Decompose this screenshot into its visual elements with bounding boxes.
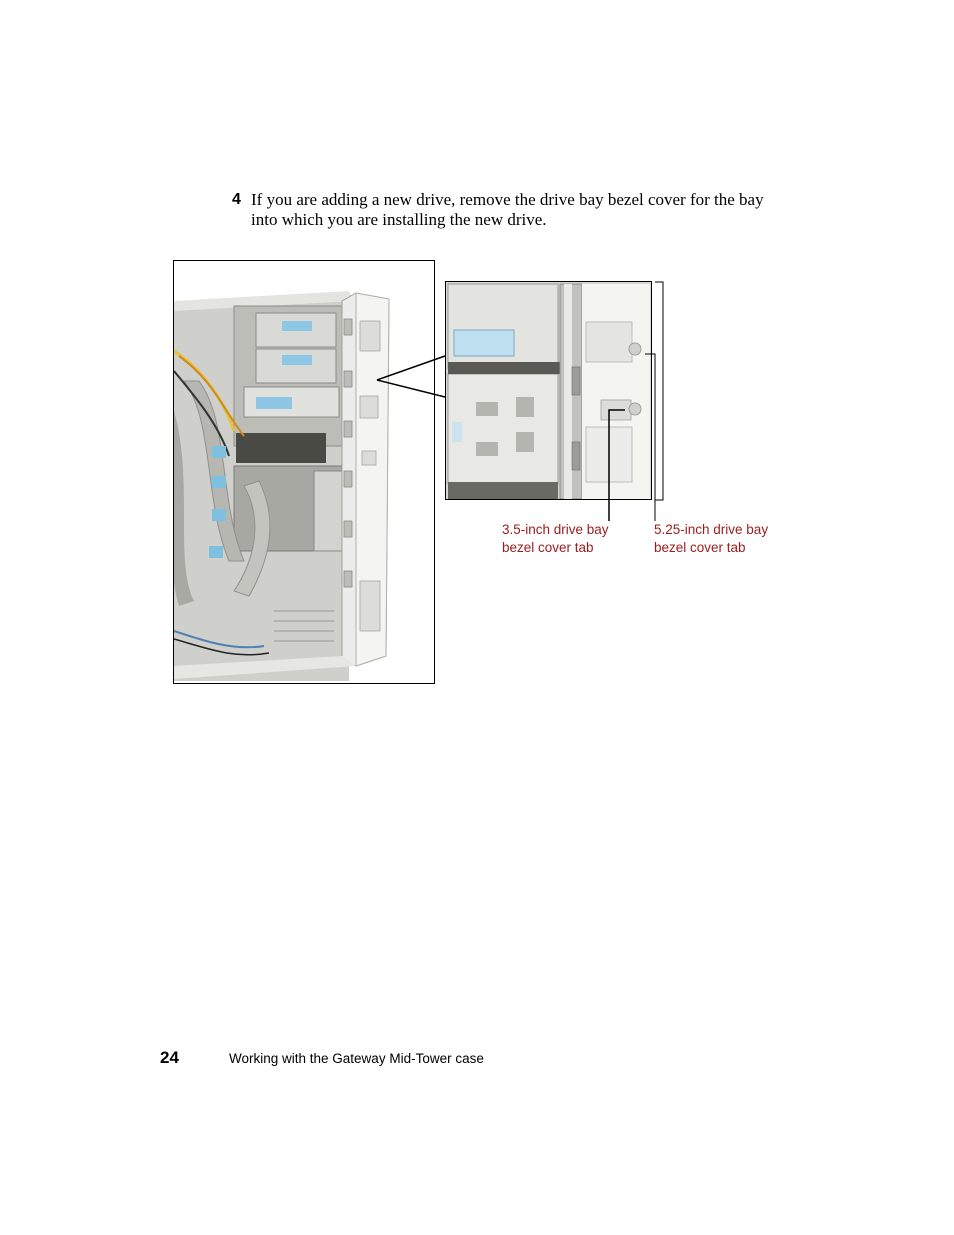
step-text: If you are adding a new drive, remove the drive bay bezel cover for the bay into which you are installing the new drive. — [251, 190, 764, 229]
page-number: 24 — [160, 1048, 179, 1067]
callout-5-25-inch-tab: 5.25-inch drive bay bezel cover tab — [654, 522, 769, 555]
callout-3-5-inch-tab: 3.5-inch drive bay bezel cover tab — [502, 522, 609, 555]
bezel-detail-illustration — [445, 281, 652, 500]
step-number: 4 — [232, 191, 241, 208]
footer-title: Working with the Gateway Mid-Tower case — [229, 1051, 484, 1066]
case-interior-illustration — [173, 260, 435, 684]
